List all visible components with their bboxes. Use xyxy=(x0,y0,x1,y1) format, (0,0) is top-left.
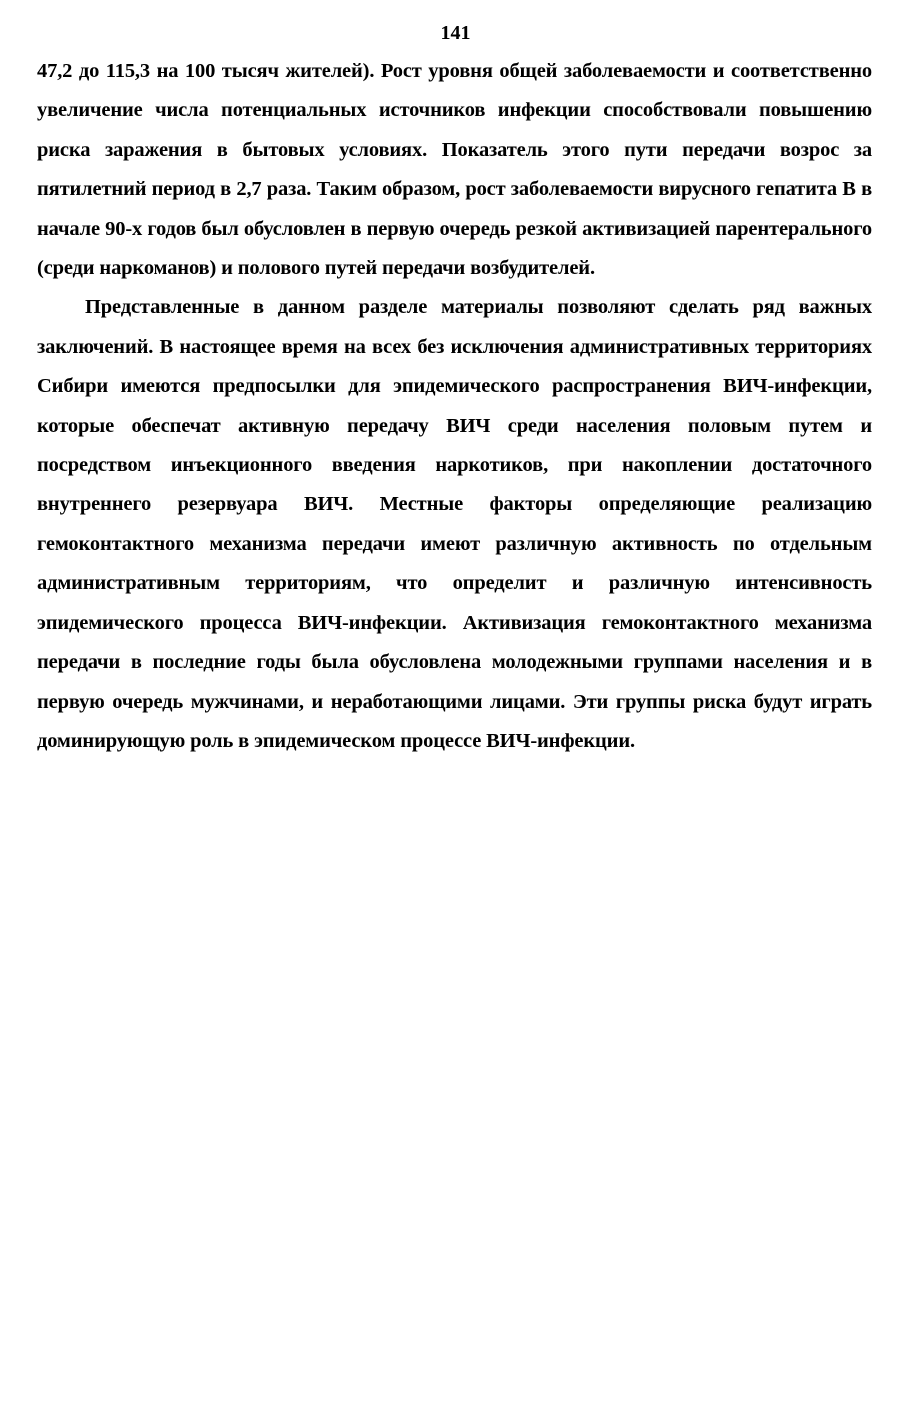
paragraph-continuation: 47,2 до 115,3 на 100 тысяч жителей). Рост уровня общей заболеваемости и соответственно увеличение числа потенциальных источников инфекции способствовали повышению риска заражения в бытовых условиях. Показатель этого пути передачи возрос за пятилетний период в 2,7 раза. Таким образом, рост заболеваемости вирусного гепатита В в начале 90-х годов был обусловлен в первую очередь резкой активизацией парентерального (среди наркоманов) и полового путей передачи возбудителей. xyxy=(37,60,872,280)
body-text xyxy=(37,52,872,761)
paragraph-conclusions: Представленные в данном разделе материалы позволяют сделать ряд важных заключений. В настоящее время на всех без исключения административных территориях Сибири имеются предпосылки для эпидемического распространения ВИЧ-инфекции, которые обеспечат активную передачу ВИЧ среди населения половым путем и посредством инъекционного введения наркотиков, при накоплении достаточного внутреннего резервуара ВИЧ. Местные факторы определяющие реализацию гемоконтактного механизма передачи имеют различную активность по отдельным административным территориям, что определит и различную интенсивность эпидемического процесса ВИЧ-инфекции. Активизация гемоконтактного механизма передачи в последние годы была обусловлена молодежными группами населения и в первую очередь мужчинами, и неработающими лицами. Эти группы риска будут играть доминирующую роль в эпидемическом процессе ВИЧ-инфекции. xyxy=(37,296,872,752)
page-number: 141 xyxy=(440,22,471,44)
